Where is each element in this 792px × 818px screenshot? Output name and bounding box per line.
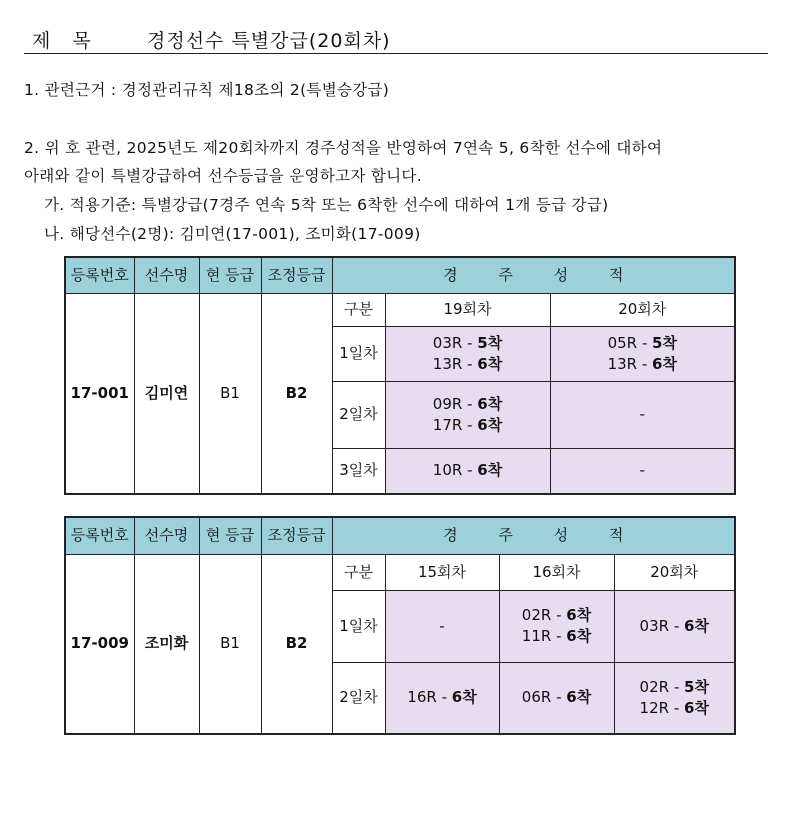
result-cell — [614, 662, 735, 734]
round-header: 16회차 — [499, 554, 614, 590]
header-reg-no: 등록번호 — [65, 257, 134, 293]
result-line: 13R - 6착 — [607, 354, 677, 373]
result-cell — [385, 448, 550, 494]
result-cell — [499, 590, 614, 662]
result-line: 17R - 6착 — [432, 415, 503, 434]
day-label: 2일차 — [332, 381, 385, 448]
result-line: 02R - 6착 — [521, 606, 592, 624]
header-race-results: 경 주 성 적 — [332, 517, 735, 554]
result-line: 09R - 6착 — [432, 394, 503, 413]
header-race-results: 경 주 성 적 — [332, 257, 735, 293]
player-name: 조미화 — [134, 554, 199, 734]
result-cell — [385, 326, 550, 381]
header-name: 선수명 — [134, 257, 199, 293]
round-header: 20회차 — [614, 554, 735, 590]
result-line: 16R - 6착 — [407, 688, 477, 707]
day-label: 2일차 — [332, 662, 385, 734]
result-cell-empty: - — [550, 448, 735, 494]
header-adjusted-grade: 조정등급 — [261, 517, 332, 554]
player-reg-no: 17-009 — [65, 554, 134, 734]
result-line: 06R - 6착 — [521, 688, 592, 707]
header-current-grade: 현 등급 — [199, 257, 261, 293]
paragraph-criteria: 가. 적용기준: 특별강급(7경주 연속 5착 또는 6착한 선수에 대하여 1개 등급 강급) — [44, 196, 609, 214]
result-line: 12R - 6착 — [639, 698, 709, 717]
player-table-1 — [64, 256, 736, 495]
header-adjusted-grade: 조정등급 — [261, 257, 332, 293]
player-adjusted-grade: B2 — [261, 554, 332, 734]
result-cell — [550, 326, 735, 381]
result-cell — [499, 662, 614, 734]
result-line: 13R - 6착 — [432, 354, 503, 373]
result-cell-empty: - — [385, 590, 499, 662]
result-cell — [385, 662, 499, 734]
title-text: 경정선수 특별강급(20회차) — [147, 30, 391, 52]
paragraph-target-players: 나. 해당선수(2명): 김미연(17-001), 조미화(17-009) — [44, 225, 421, 243]
division-header: 구분 — [332, 293, 385, 326]
round-header: 15회차 — [385, 554, 499, 590]
player-adjusted-grade: B2 — [261, 293, 332, 494]
title-label: 제 목 — [32, 30, 92, 52]
day-label: 1일차 — [332, 590, 385, 662]
player-reg-no: 17-001 — [65, 293, 134, 494]
round-header: 19회차 — [385, 293, 550, 326]
result-cell-empty: - — [550, 381, 735, 448]
player-table-2 — [64, 516, 736, 735]
result-line: 10R - 6착 — [432, 461, 503, 480]
header-name: 선수명 — [134, 517, 199, 554]
result-cell — [614, 590, 735, 662]
result-line: 11R - 6착 — [521, 627, 592, 645]
result-line: 03R - 6착 — [639, 616, 709, 635]
document-title-row — [24, 24, 768, 54]
player-current-grade: B1 — [199, 554, 261, 734]
day-label: 3일차 — [332, 448, 385, 494]
result-line: 02R - 5착 — [639, 677, 709, 696]
header-reg-no: 등록번호 — [65, 517, 134, 554]
day-label: 1일차 — [332, 326, 385, 381]
result-line: 05R - 5착 — [607, 333, 677, 352]
round-header: 20회차 — [550, 293, 735, 326]
result-cell — [385, 381, 550, 448]
header-current-grade: 현 등급 — [199, 517, 261, 554]
division-header: 구분 — [332, 554, 385, 590]
paragraph-purpose-line2: 아래와 같이 특별강급하여 선수등급을 운영하고자 합니다. — [24, 167, 422, 185]
player-name: 김미연 — [134, 293, 199, 494]
player-current-grade: B1 — [199, 293, 261, 494]
result-line: 03R - 5착 — [432, 333, 503, 352]
paragraph-purpose-line1: 2. 위 호 관련, 2025년도 제20회차까지 경주성적을 반영하여 7연속 5, 6착한 선수에 대하여 — [24, 139, 663, 157]
paragraph-legal-basis: 1. 관련근거 : 경정관리규칙 제18조의 2(특별승강급) — [24, 81, 390, 99]
